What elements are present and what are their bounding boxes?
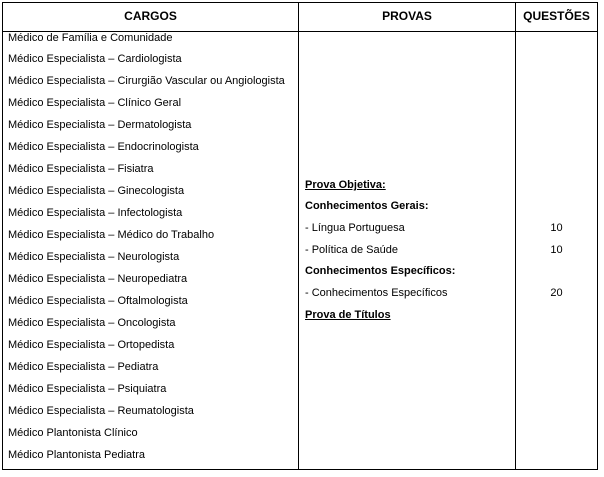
cargo-row: Médico Especialista – Infectologista [8, 207, 183, 219]
cargo-row: Médico Especialista – Clínico Geral [8, 97, 182, 109]
column-divider [298, 3, 299, 469]
conhecimentos-especificos-label: Conhecimentos Específicos: [305, 265, 456, 277]
conhecimentos-especificos-item: - Conhecimentos Específicos [305, 287, 448, 299]
prova-objetiva-label: Prova Objetiva: [305, 179, 386, 191]
cargo-row: Médico Especialista – Fisiatra [8, 163, 154, 175]
cargo-row: Médico Plantonista Pediatra [8, 449, 145, 461]
cargo-row: Médico Especialista – Pediatra [8, 361, 159, 373]
cargo-row: Médico de Família e Comunidade [8, 32, 173, 44]
conhecimentos-gerais-label: Conhecimentos Gerais: [305, 200, 429, 212]
cargos-column [3, 32, 298, 469]
cargo-row: Médico Especialista – Ortopedista [8, 339, 175, 351]
questoes-conhecimentos-especificos: 20 [550, 287, 563, 299]
cargo-row: Médico Especialista – Neurologista [8, 251, 180, 263]
cargo-row: Médico Especialista – Reumatologista [8, 405, 194, 417]
header-provas: PROVAS [382, 9, 432, 23]
cargo-row: Médico Especialista – Psiquiatra [8, 383, 167, 395]
cargo-row: Médico Especialista – Oncologista [8, 317, 176, 329]
column-divider [515, 3, 516, 469]
cargo-row: Médico Plantonista Clínico [8, 427, 138, 439]
header-cargos: CARGOS [124, 9, 177, 23]
prova-titulos-label: Prova de Títulos [305, 309, 391, 321]
table-header [3, 3, 597, 32]
cargo-row: Médico Especialista – Médico do Trabalho [8, 229, 215, 241]
cargo-row: Médico Especialista – Oftalmologista [8, 295, 188, 307]
cargo-row: Médico Especialista – Cardiologista [8, 53, 182, 65]
questoes-politica-saude: 10 [550, 244, 563, 256]
header-questoes: QUESTÕES [523, 9, 590, 23]
cargo-row: Médico Especialista – Cirurgião Vascular ou Angiologista [8, 75, 285, 87]
cargo-row: Médico Especialista – Neuropediatra [8, 273, 188, 285]
cargo-row: Médico Especialista – Dermatologista [8, 119, 192, 131]
cargo-row: Médico Especialista – Endocrinologista [8, 141, 199, 153]
exam-table [2, 2, 598, 470]
politica-saude-label: - Política de Saúde [305, 244, 398, 256]
cargo-row: Médico Especialista – Ginecologista [8, 185, 185, 197]
lingua-portuguesa-label: - Língua Portuguesa [305, 222, 405, 234]
questoes-lingua-portuguesa: 10 [550, 222, 563, 234]
